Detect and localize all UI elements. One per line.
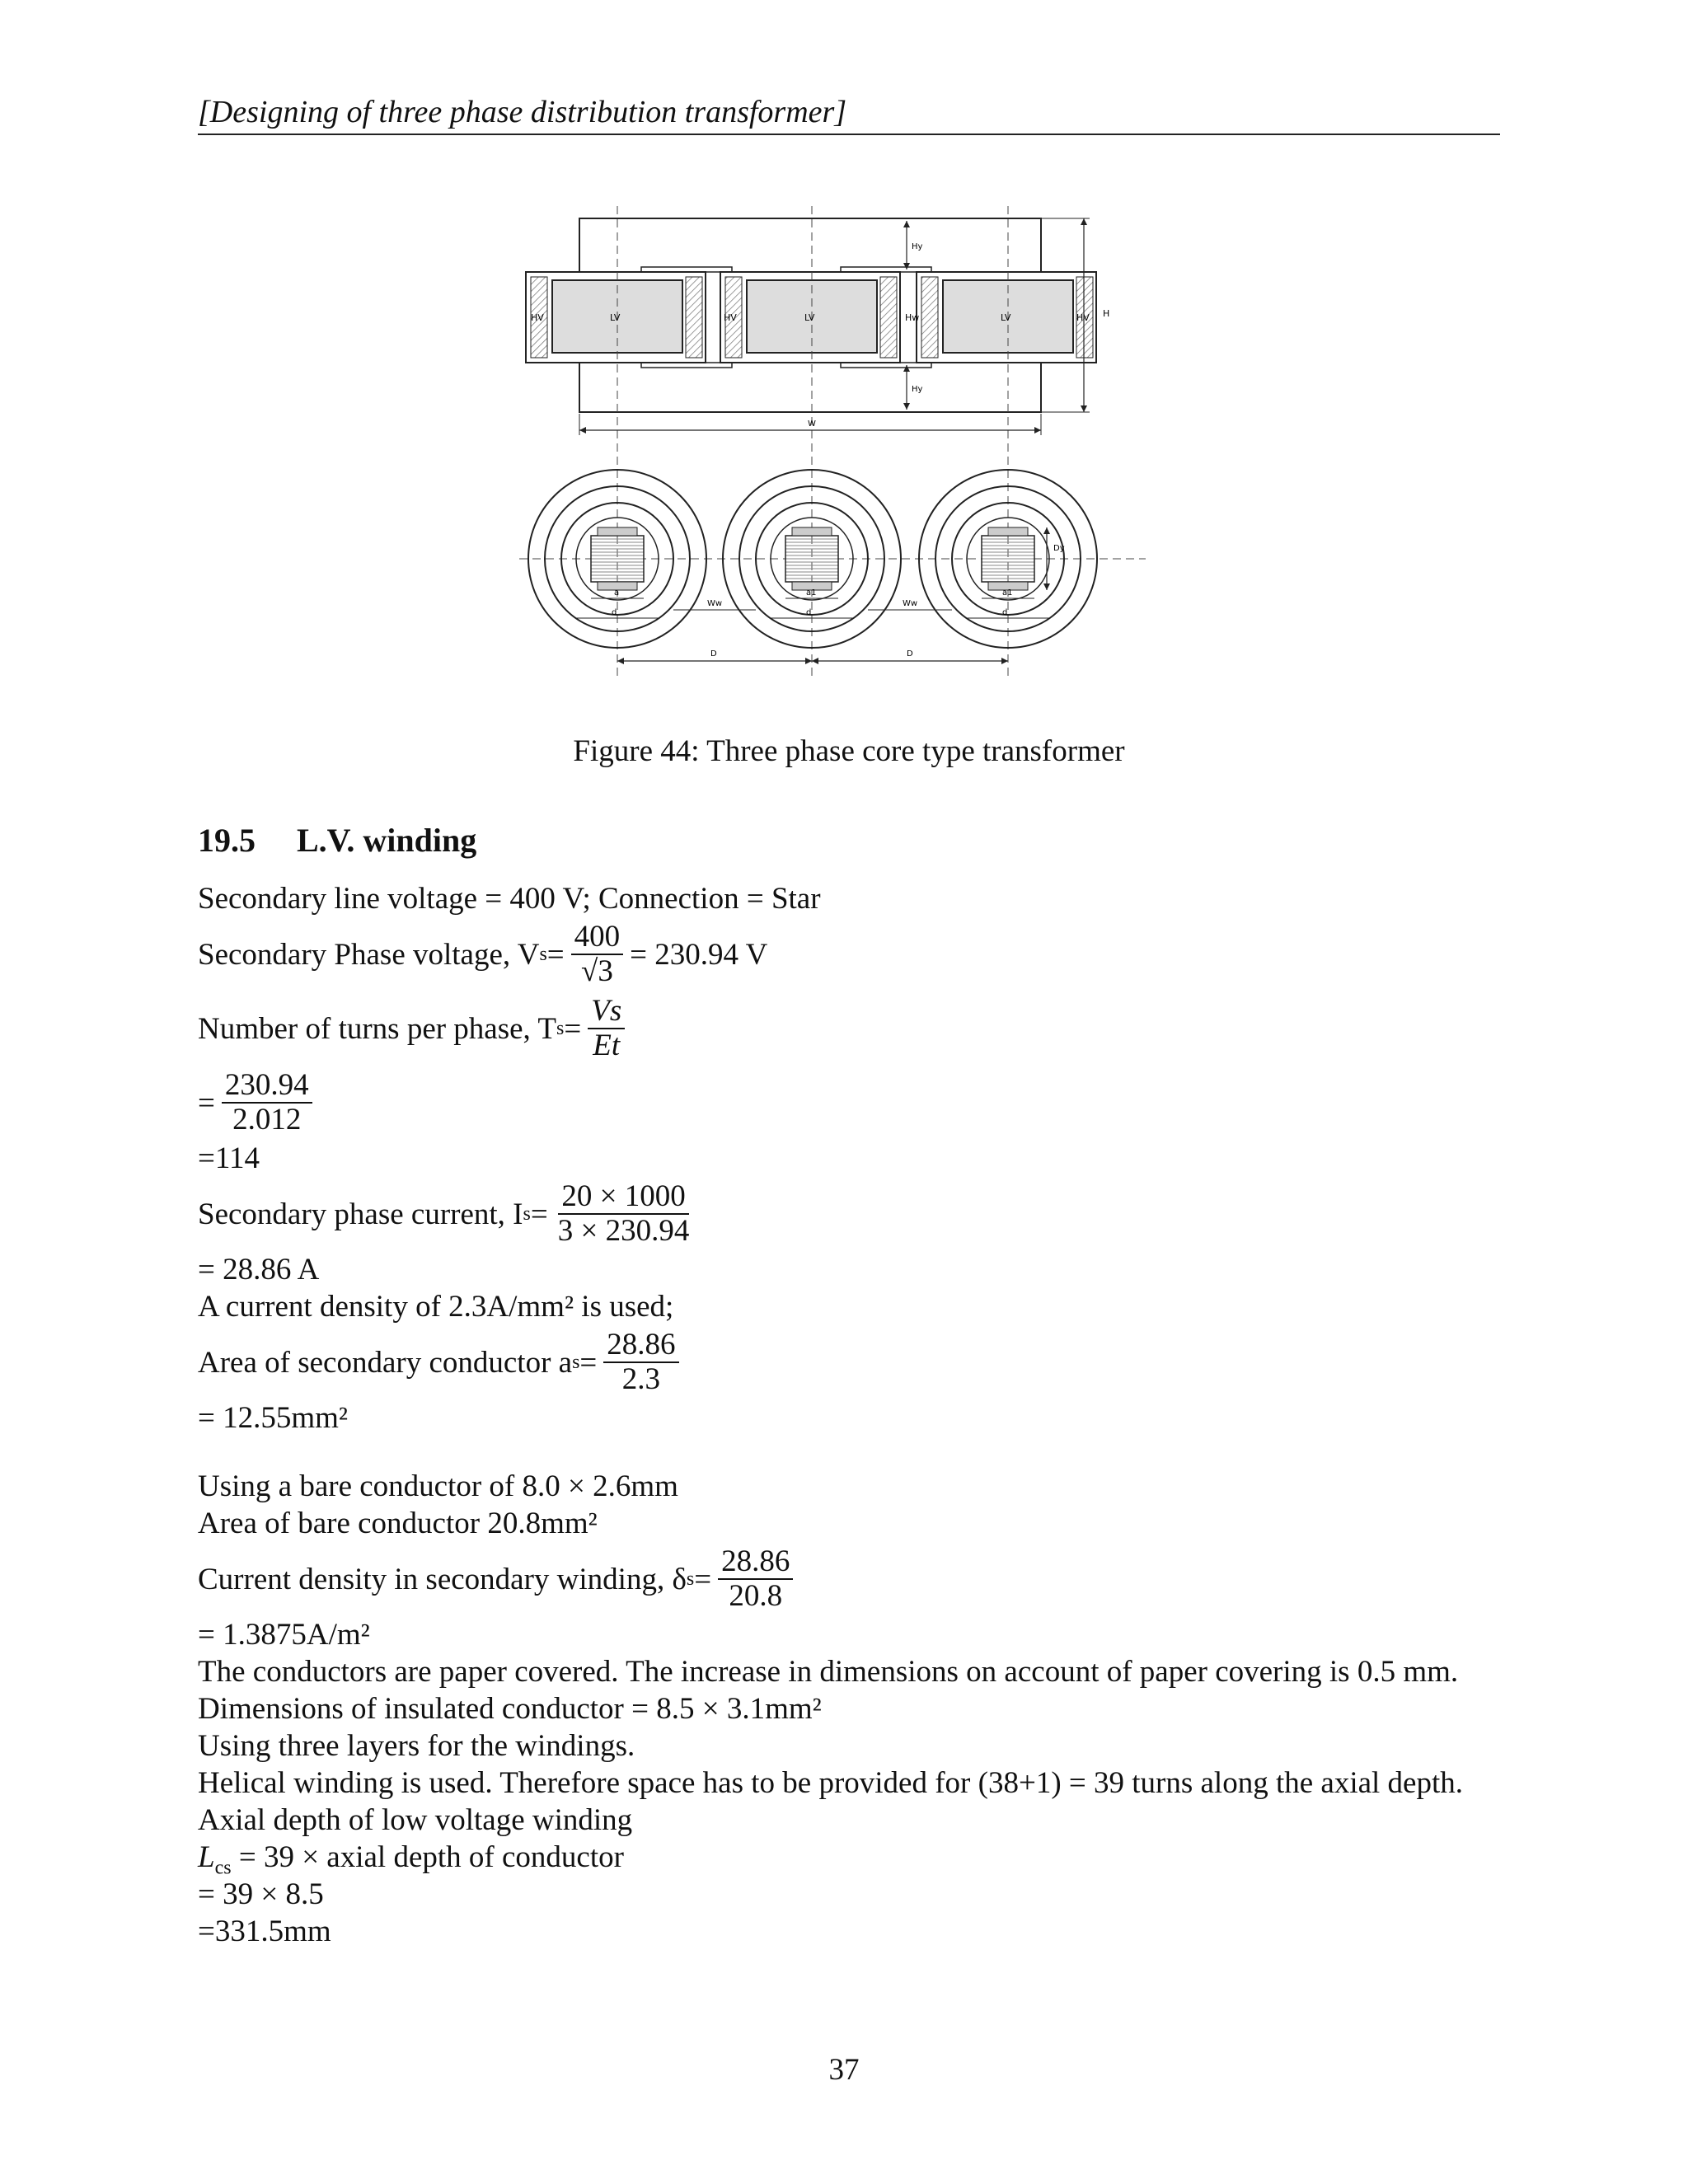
text-line: Using three layers for the windings.	[198, 1729, 635, 1763]
fraction: $\frac{Vs}{Et}$	[588, 995, 625, 1062]
a1-label-1: a1	[806, 588, 817, 598]
ww-label-2: Ww	[903, 599, 918, 608]
body-text	[198, 880, 1517, 1950]
h-label: H	[1103, 308, 1110, 319]
equation-phase-voltage: Secondary Phase voltage, V s = $\frac{400}{√3}$ = 230.94 V	[198, 920, 768, 988]
text-paragraph: Helical winding is used. Therefore space has to be provided for (38+1) = 39 turns along the axial depth.	[198, 1766, 1464, 1800]
a-label: a	[614, 588, 620, 598]
text-line: A current density of 2.3A/mm² is used;	[198, 1290, 674, 1324]
fraction: $\frac{28.86}{2.3}$	[603, 1329, 678, 1396]
transformer-figure	[519, 198, 1146, 709]
section-title: L.V. winding	[297, 822, 477, 859]
equation-current-density: Current density in secondary winding, δ s = $\frac{28.86}{20.8}$	[198, 1542, 1517, 1616]
figure-caption: Figure 44: Three phase core type transformer	[573, 734, 1125, 768]
lv-label-1: LV	[610, 312, 621, 323]
fraction: $\frac{28.86}{20.8}$	[718, 1545, 793, 1613]
text-paragraph: The conductors are paper covered. The increase in dimensions on account of paper covering is 0.5 mm.	[198, 1655, 1459, 1689]
d-label-1: d	[612, 608, 617, 617]
section-number: 19.5	[198, 822, 256, 859]
equation-turns: Number of turns per phase, T s = $\frac{Vs}{Et}$	[198, 991, 1517, 1066]
text-line: =114	[198, 1141, 260, 1175]
hv-label-3: HV	[1076, 312, 1090, 323]
lv-label-3: LV	[1001, 312, 1011, 323]
text-line: Area of bare conductor 20.8mm²	[198, 1507, 598, 1540]
hy-label-top: Hy	[912, 242, 923, 251]
hv-label-1: HV	[531, 312, 544, 323]
running-header: [Designing of three phase distribution transformer]	[198, 92, 1500, 135]
page-number: 37	[828, 2053, 860, 2087]
hv-label-2: HV	[724, 312, 737, 323]
equation-axial-depth: $L_{cs} = 39$ × axial depth of conductor	[198, 1840, 624, 1879]
section-heading	[198, 819, 476, 862]
big-d-label-2: D	[907, 649, 913, 658]
text-line: = 1.3875A/m²	[198, 1618, 370, 1652]
d-label-2: d	[806, 608, 812, 617]
text-line: Dimensions of insulated conductor = 8.5 × 3.1mm²	[198, 1692, 822, 1726]
fraction: $\frac{20 \times 1000}{3 \times 230.94}$	[557, 1179, 690, 1248]
w-label: W	[808, 419, 816, 429]
transformer-diagram	[519, 198, 1146, 709]
equation-area: Area of secondary conductor a s = $\frac{28.86}{2.3}$	[198, 1325, 1517, 1399]
text-line: Axial depth of low voltage winding	[198, 1803, 633, 1837]
text-line: Secondary line voltage = 400 V; Connection = Star	[198, 882, 821, 916]
a1-label-2: a1	[1002, 588, 1013, 598]
hw-label: Hw	[905, 312, 920, 323]
text-line: Using a bare conductor of 8.0 × 2.6mm	[198, 1469, 678, 1503]
text-line: =331.5mm	[198, 1915, 331, 1948]
ww-label-1: Ww	[707, 599, 723, 608]
fraction: $\frac{230.94}{2.012}$	[222, 1069, 312, 1137]
equation-turns-value: = $\frac{230.94}{2.012}$	[198, 1066, 1517, 1140]
text-line: = 12.55mm²	[198, 1401, 349, 1435]
d-label-3: d	[1002, 608, 1008, 617]
text-line: = 39 × 8.5	[198, 1877, 324, 1911]
text-line: = 28.86 A	[198, 1253, 320, 1286]
equation-phase-current: Secondary phase current, I s = $\frac{20 \times 1000}{3 \times 230.94}$	[198, 1177, 1517, 1251]
dy-label: Dy	[1053, 544, 1065, 553]
fraction: $\frac{400}{√3}$	[571, 921, 624, 988]
lv-label-2: LV	[804, 312, 815, 323]
plan-view	[519, 470, 1146, 664]
hy-label-bottom: Hy	[912, 385, 923, 394]
big-d-label-1: D	[710, 649, 717, 658]
